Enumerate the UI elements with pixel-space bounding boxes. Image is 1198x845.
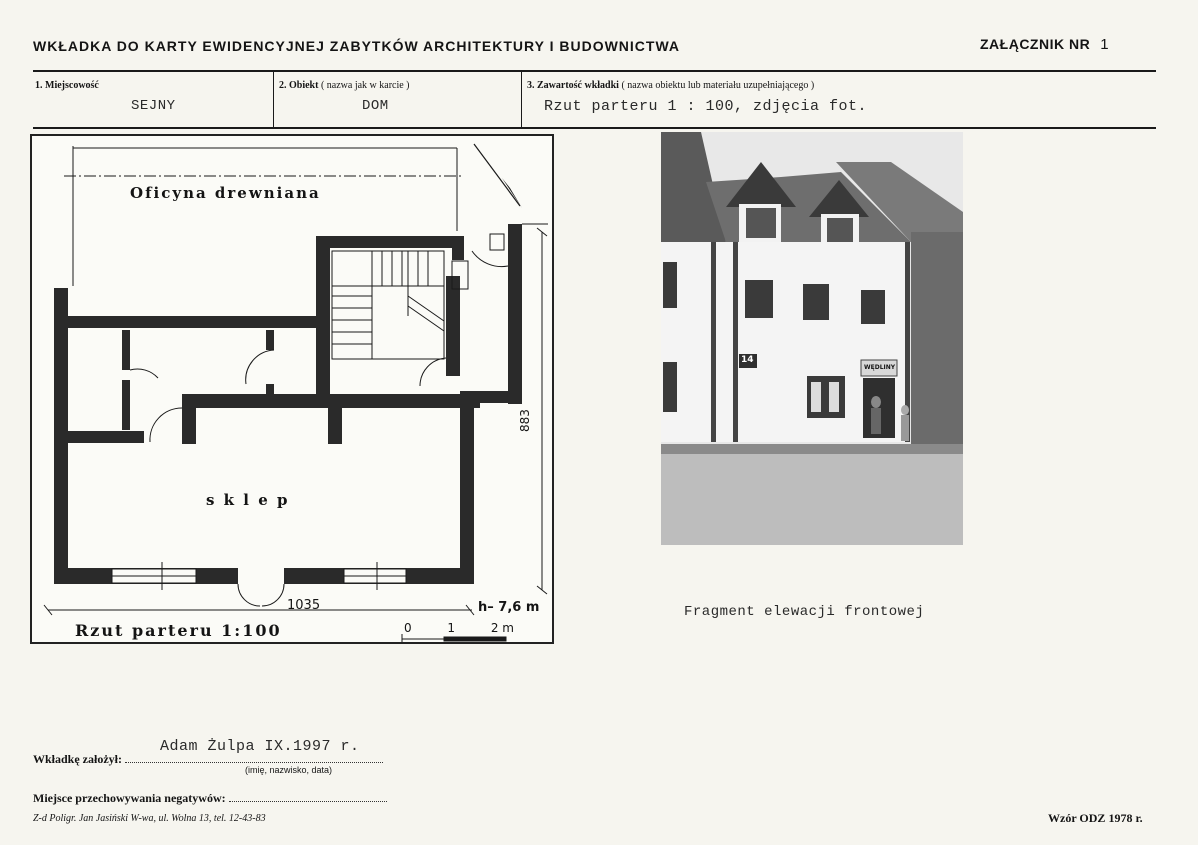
founded-by-value: Adam Żulpa IX.1997 r.: [160, 738, 360, 755]
contents-label-note: ( nazwa obiektu lub materiału uzupełniającego ): [621, 80, 815, 91]
contents-label-text: 3. Zawartość wkładki: [527, 80, 619, 91]
contents-label: [527, 80, 814, 91]
field-divider-2: [521, 72, 522, 127]
scale-tick-2: 2 m: [490, 621, 514, 635]
object-label: [279, 80, 410, 91]
negatives-row: [33, 791, 387, 806]
floor-plan-drawing: [32, 136, 552, 642]
object-label-note: ( nazwa jak w karcie ): [320, 80, 410, 91]
object-value: DOM: [362, 98, 389, 114]
field-divider-1: [273, 72, 274, 127]
negatives-dotted-line: [229, 801, 387, 802]
height-label: h– 7,6 m: [478, 600, 540, 615]
shop-label: s k l e p: [206, 491, 290, 509]
scale-labels: [404, 621, 514, 635]
locality-label: 1. Miejscowość: [35, 80, 99, 91]
annex-label: [980, 36, 1109, 53]
annex-number: 1: [1100, 36, 1110, 53]
contents-value: Rzut parteru 1 : 100, zdjęcia fot.: [544, 98, 868, 115]
form-version: Wzór ODZ 1978 r.: [1048, 811, 1143, 825]
negatives-label: Miejsce przechowywania negatywów:: [33, 791, 226, 805]
founded-by-hint: (imię, nazwisko, data): [245, 765, 333, 775]
top-rule: [33, 70, 1156, 72]
outbuilding-label: Oficyna drewniana: [130, 184, 321, 202]
founded-by-dotted-line: [125, 762, 383, 763]
photo-caption: Fragment elewacji frontowej: [684, 604, 925, 620]
form-title: WKŁADKA DO KARTY EWIDENCYJNEJ ZABYTKÓW ARCHITEKTURY I BUDOWNICTWA: [33, 38, 681, 54]
facade-photo-drawing: [661, 132, 963, 545]
house-number: 14: [741, 355, 754, 365]
depth-dimension: 883: [518, 409, 532, 432]
shop-sign: WĘDLINY: [864, 364, 896, 371]
facade-photo: [661, 132, 963, 545]
annex-label-text: ZAŁĄCZNIK NR: [980, 36, 1091, 52]
width-dimension: 1035: [287, 598, 321, 613]
object-label-text: 2. Obiekt: [279, 80, 319, 91]
scale-tick-0: 0: [404, 621, 412, 635]
scale-tick-1: 1: [447, 621, 456, 635]
founded-by-label: Wkładkę założył:: [33, 752, 122, 766]
floor-plan-frame: [30, 134, 554, 644]
plan-title: Rzut parteru 1:100: [75, 621, 282, 640]
printer-imprint: Z-d Poligr. Jan Jasiński W-wa, ul. Wolna 13, tel. 12-43-83: [33, 813, 266, 824]
locality-value: SEJNY: [131, 98, 176, 114]
fields-bottom-rule: [33, 127, 1156, 129]
